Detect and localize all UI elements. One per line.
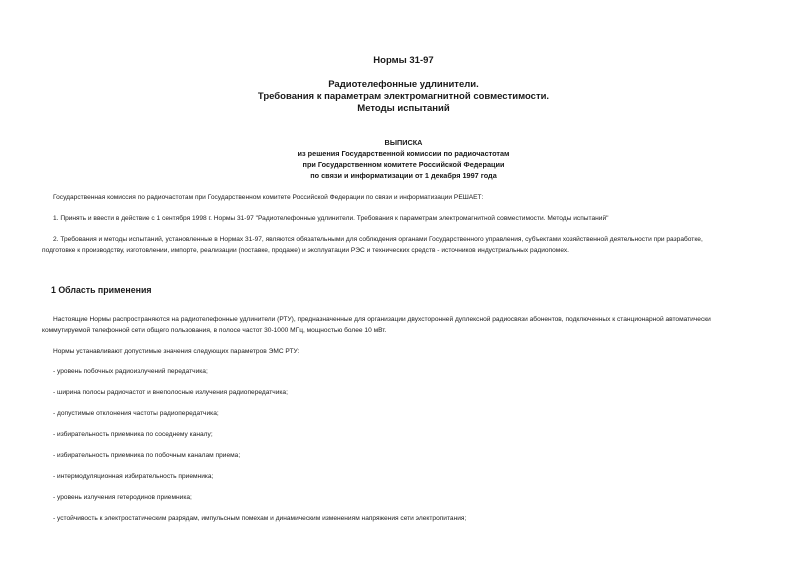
title-line: Требования к параметрам электромагнитной совместимости. bbox=[257, 91, 550, 102]
title-line: Радиотелефонные удлинители. bbox=[328, 79, 479, 90]
decision-item-2 bbox=[42, 234, 703, 256]
excerpt-line: из решения Государственной комиссии по радиочастотам bbox=[297, 149, 510, 158]
section-heading: 1 Область применения bbox=[51, 285, 152, 295]
title-line: Методы испытаний bbox=[357, 103, 450, 114]
param-item: - избирательность приемника по побочным каналам приема; bbox=[53, 452, 241, 459]
excerpt-line: ВЫПИСКА bbox=[384, 138, 423, 147]
param-item: - устойчивость к электростатическим разрядам, импульсным помехам и динамическим изменениям напряжения сети электропитания; bbox=[53, 515, 467, 522]
params-intro: Нормы устанавливают допустимые значения следующих параметров ЭМС РТУ: bbox=[53, 348, 300, 355]
paragraph-line: Настоящие Нормы распространяются на радиотелефонные удлинители (РТУ), предназначенные для организации двухсторонней дуплексной радиосвязи абонентов, подключенных к станционарной автоматически bbox=[53, 316, 711, 323]
param-item: - избирательность приемника по соседнему каналу; bbox=[53, 431, 213, 438]
excerpt-line: при Государственном комитете Российской Федерации bbox=[302, 160, 505, 169]
param-item: - интермодуляционная избирательность приемника; bbox=[53, 473, 214, 480]
excerpt-line: по связи и информатизации от 1 декабря 1997 года bbox=[310, 171, 497, 180]
excerpt-block bbox=[0, 137, 807, 181]
paragraph-line: подготовке к производству, изготовлении, импорте, реализации (поставке, продаже) и эксплуатации РЭС и технических средств - источников индустриальных радиопомех. bbox=[42, 247, 569, 254]
intro-paragraph: Государственная комиссия по радиочастотам при Государственном комитете Российской Федерации по связи и информатизации РЕШАЕТ: bbox=[53, 194, 484, 201]
paragraph-line: коммутируемой телефонной сети общего пользования, в полосе частот 30-1000 МГц, мощностью более 10 мВт. bbox=[42, 327, 387, 334]
param-item: - ширина полосы радиочастот и внеполосные излучения радиопередатчика; bbox=[53, 389, 288, 396]
param-item: - уровень излучения гетеродинов приемника; bbox=[53, 494, 192, 501]
paragraph-line: 2. Требования и методы испытаний, установленные в Нормах 31-97, являются обязательными для соблюдения органами Государственного управления, субъектами хозяйственной деятельности при разработке, bbox=[53, 236, 703, 243]
document-title bbox=[0, 79, 807, 115]
decision-item-1: 1. Принять и ввести в действие с 1 сентября 1998 г. Нормы 31-97 "Радиотелефонные удлинители. Требования к параметрам электромагнитной совместимости. Методы испытаний" bbox=[53, 215, 609, 222]
param-item: - допустимые отклонения частоты радиопередатчика; bbox=[53, 410, 219, 417]
document-number: Нормы 31-97 bbox=[373, 55, 434, 66]
param-item: - уровень побочных радиоизлучений передатчика; bbox=[53, 368, 208, 375]
scope-paragraph bbox=[42, 314, 711, 336]
